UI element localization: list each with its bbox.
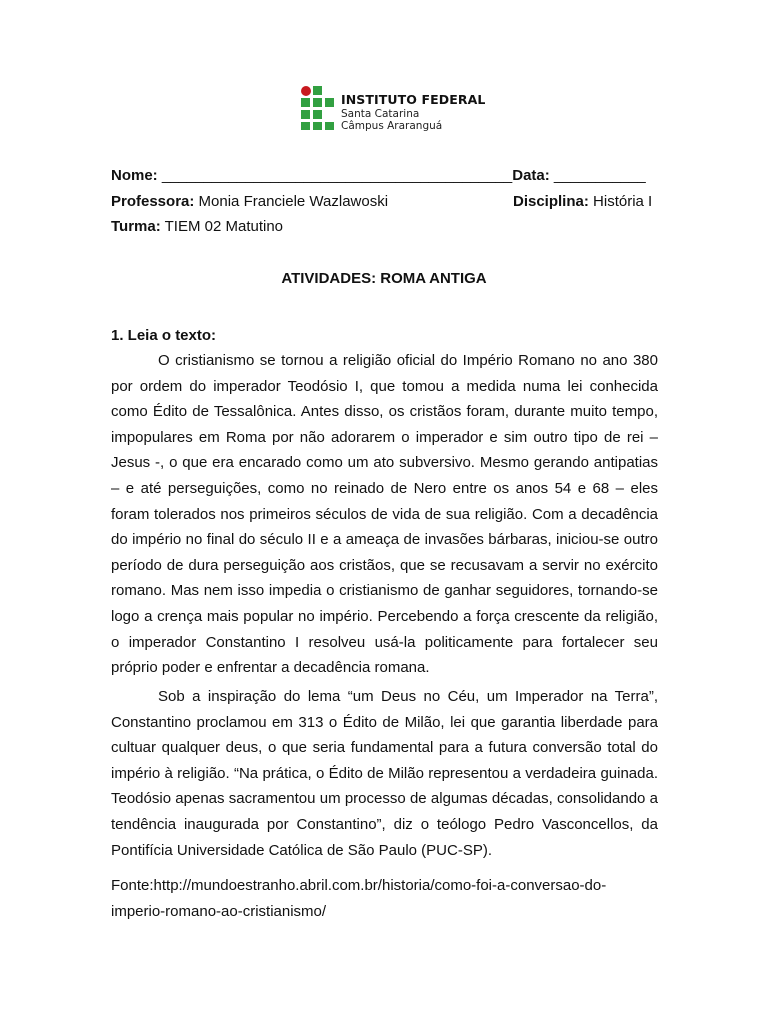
turma-field <box>111 218 283 236</box>
reading-text <box>111 348 658 681</box>
professora-label: Professora: <box>111 193 195 210</box>
institution-logo <box>301 86 485 132</box>
question-1-heading: 1. Leia o texto: <box>111 327 217 344</box>
disciplina-value: História I <box>593 193 653 210</box>
source-line-2: imperio-romano-ao-cristianismo/ <box>111 902 327 920</box>
logo-subtitle-state: Santa Catarina <box>341 107 420 120</box>
turma-value: TIEM 02 Matutino <box>164 218 284 235</box>
nome-field <box>111 167 646 185</box>
ifsc-logo-icon <box>301 86 335 130</box>
page-title: ATIVIDADES: ROMA ANTIGA <box>281 270 487 287</box>
nome-blank: __________________________________________ <box>161 167 513 184</box>
disciplina-field <box>513 193 652 211</box>
paragraph-1: O cristianismo se tornou a religião oficial do Império Romano no ano 380 por ordem do imperador Teodósio I, que tomou a medida numa lei conhecida como Édito de Tessalônica. Antes disso, os cristãos foram, durante muito tempo, impopulares em Roma por não adorarem o imperador e sim outro tipo de rei – Jesus -, o que era encarado como um ato subversivo. Mesmo gerando antipatias – e até perseguições, como no reinado de Nero entre os anos 54 e 68 – eles foram tolerados nos primeiros séculos de vida de sua religião. Com a decadência do império no final do século II e a ameaça de invasões bárbaras, iniciou-se outro período de dura perseguição aos cristãos, que se recusavam a servir no exército romano. Mas nem isso impedia o cristianismo de ganhar seguidores, tornando-se logo a crença mais popular no império. Percebendo a força crescente da religião, o imperador Constantino I resolveu usá-la politicamente para fortalecer seu próprio poder e enfrentar a decadência romana. <box>111 352 658 677</box>
data-label: Data: <box>512 167 550 184</box>
disciplina-label: Disciplina: <box>513 193 589 210</box>
data-blank: ___________ <box>553 167 646 184</box>
logo-title: INSTITUTO FEDERAL <box>341 92 486 107</box>
professora-field <box>111 193 388 211</box>
turma-label: Turma: <box>111 218 161 235</box>
source-line-1: Fonte:http://mundoestranho.abril.com.br/historia/como-foi-a-conversao-do- <box>111 877 607 894</box>
nome-label: Nome: <box>111 167 158 184</box>
professora-value: Monia Franciele Wazlawoski <box>198 193 389 210</box>
source-citation <box>111 873 658 924</box>
reading-text-2 <box>111 684 658 863</box>
logo-subtitle-campus: Câmpus Araranguá <box>341 120 443 132</box>
paragraph-2: Sob a inspiração do lema “um Deus no Céu, um Imperador na Terra”, Constantino proclamou em 313 o Édito de Milão, lei que garantia liberdade para cultuar qualquer deus, o que seria fundamental para a futura conversão total do império à religião. “Na prática, o Édito de Milão representou a verdadeira guinada. Teodósio apenas sacramentou um processo de algumas décadas, consolidando a tendência inaugurada por Constantino”, diz o teólogo Pedro Vasconcellos, da Pontifícia Universidade Católica de São Paulo (PUC-SP). <box>111 688 658 859</box>
